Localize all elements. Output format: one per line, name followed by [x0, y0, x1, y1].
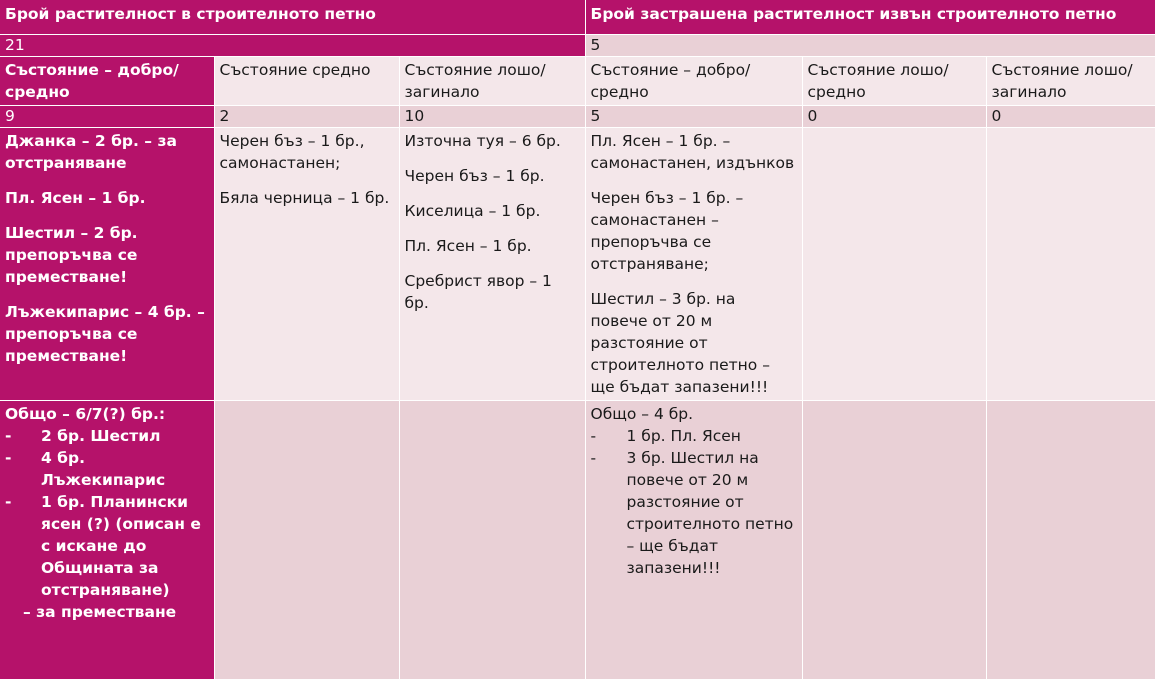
condition-in-good: Състояние – добро/средно	[0, 57, 214, 106]
summary-inside	[0, 401, 214, 680]
species-entry: Бяла черница – 1 бр.	[219, 189, 390, 207]
species-entry: Черен бъз – 1 бр. – самонастанен – препоръчва се отстраняване;	[590, 189, 744, 273]
species-entry: Киселица – 1 бр.	[404, 202, 541, 220]
summary-outside	[585, 401, 802, 680]
totals-row	[0, 35, 1155, 57]
header-inside: Брой растителност в строителното петно	[0, 0, 585, 35]
list-item-label: 3 бр. Шестил на повече от 20 м разстояние от строителното петно – ще бъдат запазени!!!	[626, 449, 794, 577]
species-entry: Пл. Ясен – 1 бр.	[5, 189, 146, 207]
list-item	[591, 425, 797, 447]
summary-tail: – за преместване	[23, 603, 177, 621]
species-entry: Лъжекипарис – 4 бр. – препоръчва се преместване!	[5, 303, 205, 365]
species-entry: Пл. Ясен – 1 бр.	[404, 237, 532, 255]
list-item	[5, 491, 209, 601]
species-entry: Черен бъз – 1 бр.	[404, 167, 545, 185]
dash-bullet: -	[5, 449, 12, 467]
condition-out-bad: Състояние лошо/загинало	[986, 57, 1155, 106]
species-entry: Шестил – 3 бр. на повече от 20 м разстояние от строителното петно – ще бъдат запазени!!!	[590, 290, 770, 396]
summary-empty-cell	[802, 401, 986, 680]
summary-empty-cell	[986, 401, 1155, 680]
count-in-medium: 2	[214, 106, 399, 128]
dash-bullet: -	[590, 427, 597, 445]
summary-empty-cell	[214, 401, 399, 680]
count-out-medium: 0	[802, 106, 986, 128]
condition-row	[0, 57, 1155, 106]
count-in-good: 9	[0, 106, 214, 128]
dash-bullet: -	[5, 493, 12, 511]
list-item-label: 1 бр. Пл. Ясен	[626, 427, 741, 445]
details-in-bad	[399, 128, 585, 401]
details-in-good	[0, 128, 214, 401]
summary-empty-cell	[399, 401, 585, 680]
details-row	[0, 128, 1155, 401]
total-inside: 21	[0, 35, 585, 57]
list-item	[591, 447, 797, 579]
details-out-bad	[986, 128, 1155, 401]
summary-title: Общо – 6/7(?) бр.:	[5, 405, 166, 423]
species-entry: Джанка – 2 бр. – за отстраняване	[5, 132, 177, 172]
list-item-label: 1 бр. Планински ясен (?) (описан е с искане до Общината за отстраняване)	[41, 493, 201, 599]
count-in-bad: 10	[399, 106, 585, 128]
dash-bullet: -	[590, 449, 597, 467]
condition-in-medium: Състояние средно	[214, 57, 399, 106]
condition-out-good: Състояние – добро/средно	[585, 57, 802, 106]
count-out-good: 5	[585, 106, 802, 128]
condition-in-bad: Състояние лошо/загинало	[399, 57, 585, 106]
dash-bullet: -	[5, 427, 12, 445]
summary-row	[0, 401, 1155, 680]
species-entry: Източна туя – 6 бр.	[404, 132, 561, 150]
condition-out-medium: Състояние лошо/средно	[802, 57, 986, 106]
list-item-label: 4 бр. Лъжекипарис	[41, 449, 166, 489]
total-outside: 5	[585, 35, 1155, 57]
details-out-medium	[802, 128, 986, 401]
summary-title: Общо – 4 бр.	[590, 405, 694, 423]
species-entry: Пл. Ясен – 1 бр. – самонастанен, издънков	[590, 132, 795, 172]
species-entry: Черен бъз – 1 бр., самонастанен;	[219, 132, 365, 172]
header-outside: Брой застрашена растителност извън строителното петно	[585, 0, 1155, 35]
counts-row	[0, 106, 1155, 128]
details-out-good	[585, 128, 802, 401]
species-entry: Шестил – 2 бр. препоръчва се преместване!	[5, 224, 138, 286]
list-item	[5, 447, 209, 491]
summary-list	[5, 425, 209, 601]
count-out-bad: 0	[986, 106, 1155, 128]
species-entry: Сребрист явор – 1 бр.	[404, 272, 552, 312]
summary-list	[591, 425, 797, 579]
details-in-medium	[214, 128, 399, 401]
header-row	[0, 0, 1155, 35]
list-item-label: 2 бр. Шестил	[41, 427, 161, 445]
list-item	[5, 425, 209, 447]
